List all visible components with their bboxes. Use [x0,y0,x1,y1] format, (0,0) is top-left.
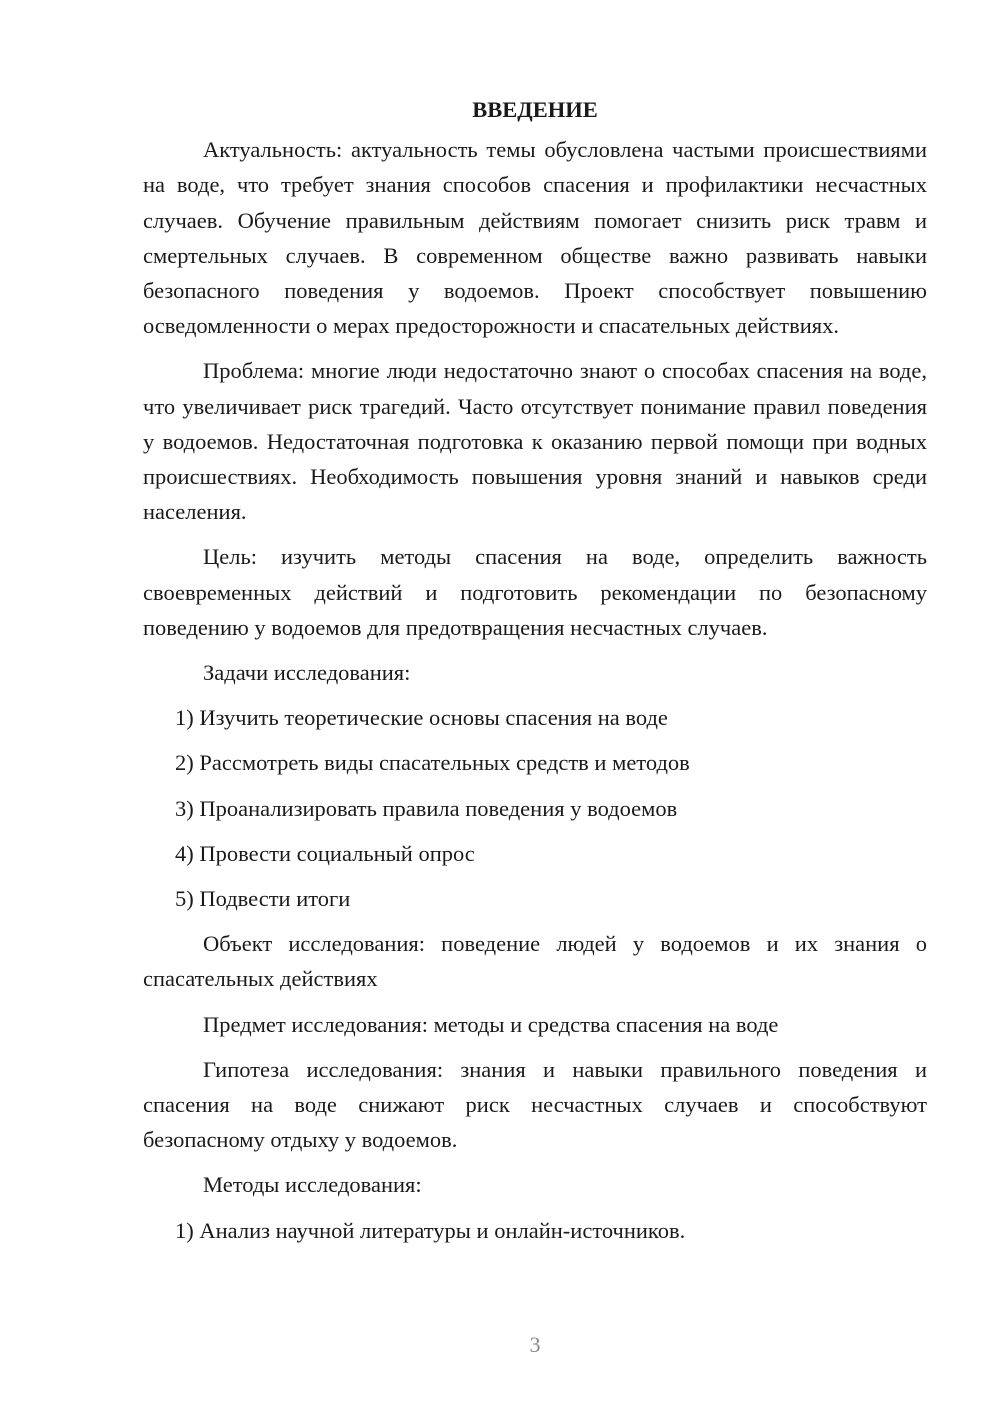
tasks-heading: Задачи исследования: [203,660,411,686]
goal-paragraph: Цель: изучить методы спасения на воде, определить важность своевременных действий и подготовить рекомендации по безопасному поведению у водоемов для предотвращения несчастных случаев. [143,544,927,640]
methods-list [143,1213,927,1248]
task-item-4: 4) Провести социальный опрос [175,840,475,866]
method-item-1: 1) Анализ научной литературы и онлайн-источников. [175,1217,686,1243]
subject-paragraph: Предмет исследования: методы и средства спасения на воде [203,1011,779,1037]
task-item-5: 5) Подвести итоги [175,886,351,912]
page-content [143,92,927,1258]
hypothesis-paragraph: Гипотеза исследования: знания и навыки правильного поведения и спасения на воде снижают риск несчастных случаев и способствуют безопасному отдыху у водоемов. [143,1056,927,1153]
page-title: ВВЕДЕНИЕ [472,97,598,122]
tasks-list [143,700,927,916]
methods-heading: Методы исследования: [203,1172,422,1198]
relevance-paragraph: Актуальность: актуальность темы обусловлена частыми происшествиями на воде, что требует знания способов спасения и профилактики несчастных случаев. Обучение правильным действиям помогает снизить риск травм и смертельных случаев. В современном обществе важно развивать навыки безопасного поведения у водоемов. Проект способствует повышению осведомленности о мерах предосторожности и спасательных действиях. [143,137,927,339]
task-item-3: 3) Проанализировать правила поведения у водоемов [175,795,678,821]
object-paragraph: Объект исследования: поведение людей у водоемов и их знания о спасательных действиях [143,931,927,992]
task-item-2: 2) Рассмотреть виды спасательных средств и методов [175,750,690,776]
problem-paragraph: Проблема: многие люди недостаточно знают о способах спасения на воде, что увеличивает риск трагедий. Часто отсутствует понимание правил поведения у водоемов. Недостаточная подготовка к оказанию первой помощи при водных происшествиях. Необходимость повышения уровня знаний и навыков среди населения. [143,358,927,525]
page-number: 3 [529,1332,541,1357]
task-item-1: 1) Изучить теоретические основы спасения на воде [175,705,668,731]
